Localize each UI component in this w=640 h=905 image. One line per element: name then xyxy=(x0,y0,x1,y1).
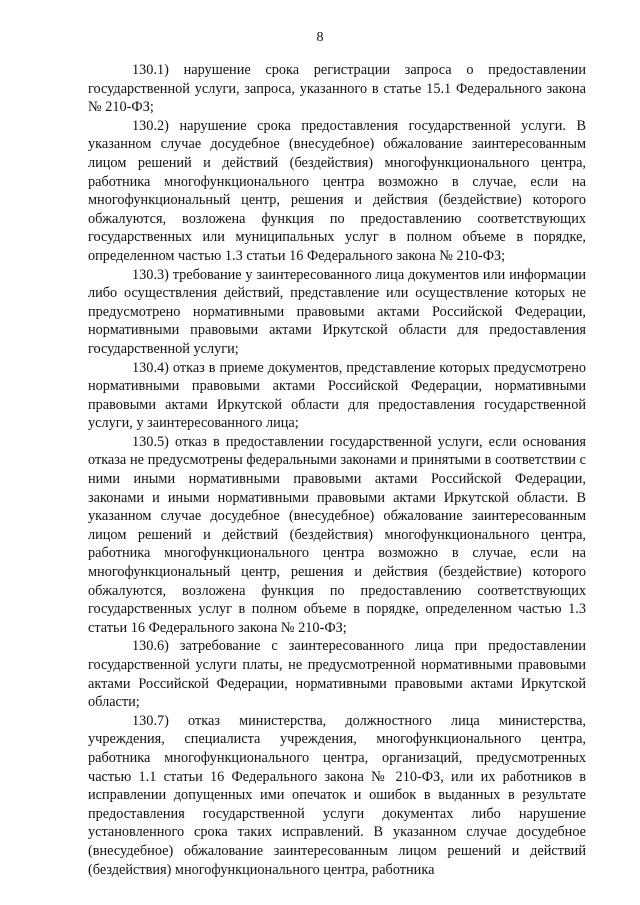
paragraph-130-4: 130.4) отказ в приеме документов, представление которых предусмотрено нормативными правовыми актами Российской Федерации, нормативными правовыми актами Иркутской области для предоставления государственной услуги, у заинтересованного лица; xyxy=(88,359,586,432)
paragraph-130-7: 130.7) отказ министерства, должностного лица министерства, учреждения, специалиста учреждения, многофункционального центра, работника многофункционального центра, организаций, предусмотренных частью 1.1 статьи 16 Федерального закона № 210-ФЗ, или их работников в исправлении допущенных ими опечаток и ошибок в выданных в результате предоставления государственной услуги документах либо нарушение установленного срока таких исправлений. В указанном случае досудебное (внесудебное) обжалование заинтересованным лицом решений и действий (бездействия) многофункционального центра, работника xyxy=(88,712,586,878)
paragraph-130-3: 130.3) требование у заинтересованного лица документов или информации либо осуществления действий, представление или осуществление которых не предусмотрено нормативными правовыми актами Российской Федерации, нормативными правовыми актами Иркутской области для предоставления государственной услуги; xyxy=(88,266,586,357)
page-number: 8 xyxy=(316,30,324,45)
document-body xyxy=(88,61,586,879)
paragraph-130-5: 130.5) отказ в предоставлении государственной услуги, если основания отказа не предусмотрены федеральными законами и принятыми в соответствии с ними иными нормативными правовыми актами Российской Федерации, законами и иными нормативными правовыми актами Иркутской области. В указанном случае досудебное (внесудебное) обжалование заинтересованным лицом решений и действий (бездействия) многофункционального центра, работника многофункционального центра возможно в случае, если на многофункциональный центр, решения и действия (бездействие) которого обжалуются, возложена функция по предоставлению соответствующих государственных услуг в полном объеме в порядке, определенном частью 1.3 статьи 16 Федерального закона № 210-ФЗ; xyxy=(88,433,586,636)
paragraph-130-1: 130.1) нарушение срока регистрации запроса о предоставлении государственной услуги, запроса, указанного в статье 15.1 Федерального закона № 210-ФЗ; xyxy=(88,62,586,116)
paragraph-130-2: 130.2) нарушение срока предоставления государственной услуги. В указанном случае досудебное (внесудебное) обжалование заинтересованным лицом решений и действий (бездействия) многофункционального центра, работника многофункционального центра возможно в случае, если на многофункциональный центр, решения и действия (бездействие) которого обжалуются, возложена функция по предоставлению соответствующих государственных или муниципальных услуг в полном объеме в порядке, определенном частью 1.3 статьи 16 Федерального закона № 210-ФЗ; xyxy=(88,117,586,264)
paragraph-130-6: 130.6) затребование с заинтересованного лица при предоставлении государственной услуги платы, не предусмотренной нормативными правовыми актами Российской Федерации, нормативными правовыми актами Иркутской области; xyxy=(88,638,586,711)
